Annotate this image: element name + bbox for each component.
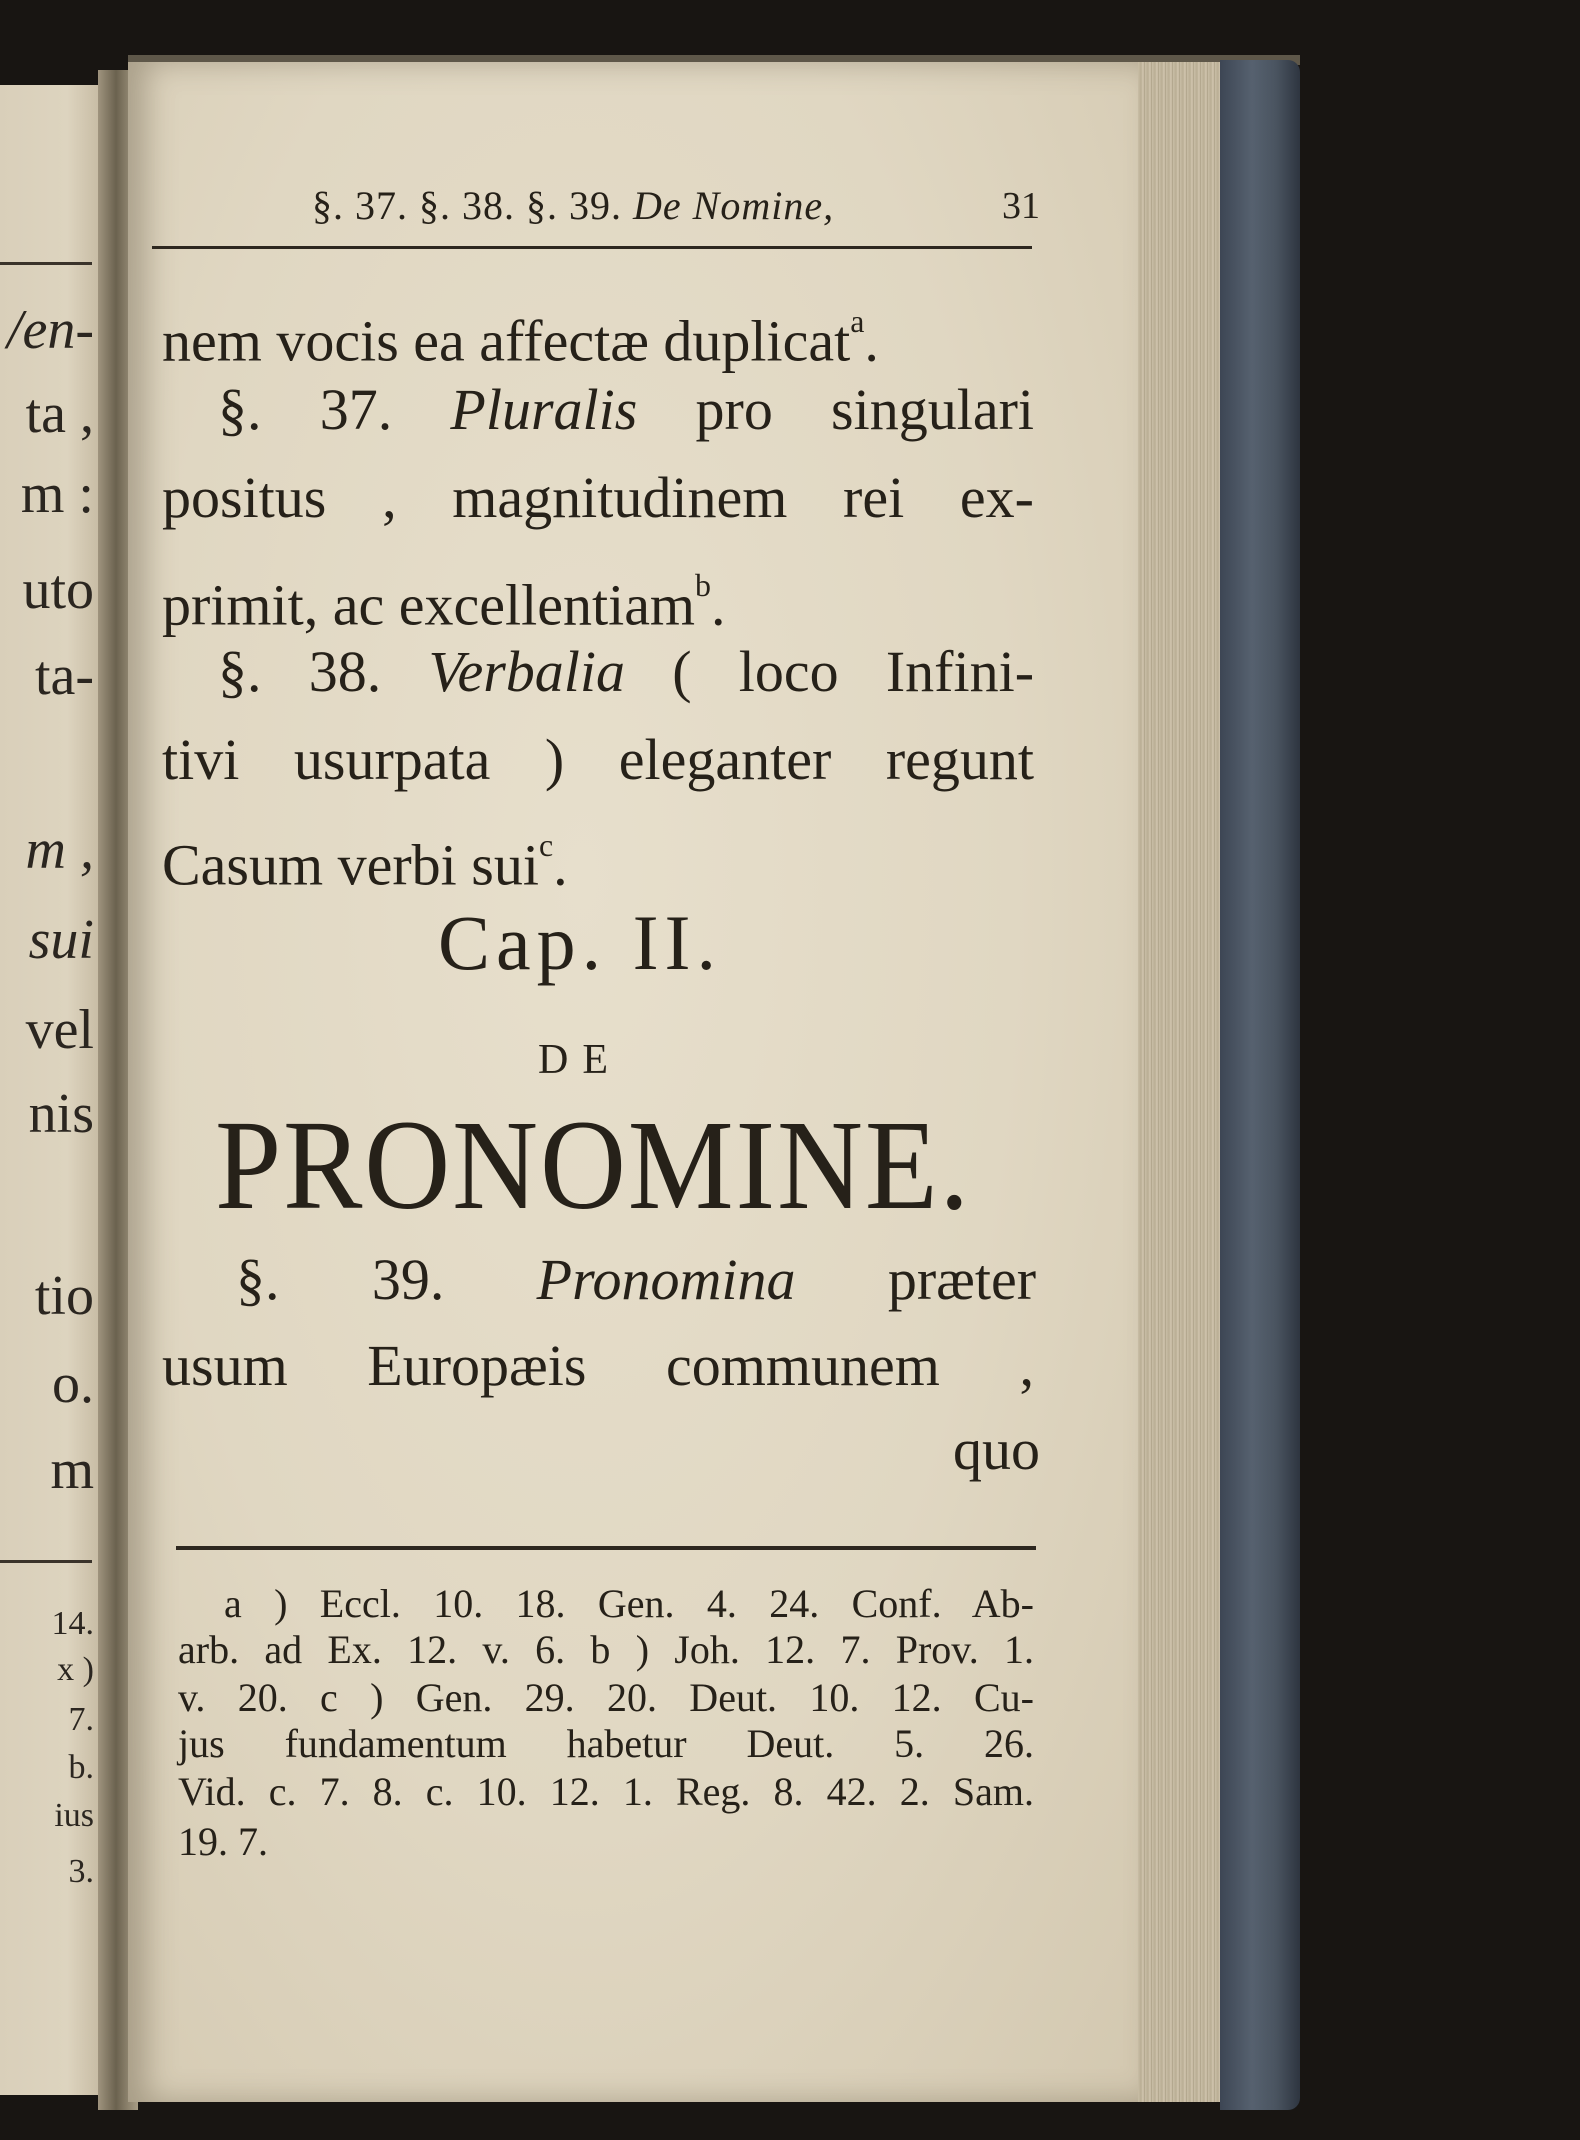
section-number: §. 38. [218,639,382,704]
chapter-de: DE [538,1037,622,1083]
footnote-line: a ) Eccl. 10. 18. Gen. 4. 24. Conf. Ab- [224,1581,1034,1626]
body-text: pro singulari [695,377,1035,442]
body-text: Casum verbi sui [162,832,539,898]
left-fragment: uto [22,560,94,620]
left-fragment: sui [28,910,94,970]
left-footnote-fragment: 3. [68,1853,94,1890]
footnote-ref: c [538,828,554,863]
left-fragment: ta , [25,384,94,444]
book-cover [1220,60,1300,2110]
left-fragment: m [50,1440,94,1500]
left-fragment: nis [28,1084,94,1144]
body-text: ( loco Infini- [672,639,1035,704]
section-number: §. 39. [236,1247,445,1312]
left-footnote-fragment: x ) [57,1651,94,1688]
catchword: quo [953,1417,1040,1482]
left-fragment: /en- [6,300,94,360]
chapter-title: PRONOMINE. [214,1094,972,1236]
footnote-rule [176,1546,1036,1550]
footnote-ref: a [850,304,865,339]
footnote-line: arb. ad Ex. 12. v. 6. b ) Joh. 12. 7. Prov. 1. [178,1627,1034,1672]
paragraph-37-line [162,554,1034,638]
body-text: . [711,572,726,638]
left-footnote-fragment: b. [68,1749,94,1786]
left-fragment: o. [52,1354,94,1414]
section-number: §. 37. [218,377,393,442]
paragraph-38-line [218,640,1034,704]
footnote-line: Vid. c. 7. 8. c. 10. 12. 1. Reg. 8. 42. 2. Sam. [178,1769,1034,1814]
running-head-title: De Nomine, [633,183,835,228]
section-term: Pluralis [450,377,638,442]
paragraph-37-line: positus , magnitudinem rei ex- [162,465,1034,530]
head-rule [152,246,1032,249]
left-footnote-fragment: 14. [51,1605,94,1642]
left-fragment: ta- [34,646,94,706]
running-head [312,182,834,229]
left-footnote-fragment: 7. [68,1701,94,1738]
paragraph-39-line: usum Europæis communem , [162,1333,1034,1398]
left-page-rule [0,1560,92,1563]
section-term: Verbalia [428,639,626,704]
paragraph-37-line [218,378,1034,442]
left-fragment: tio [34,1266,94,1326]
footnote-ref: b [695,568,711,603]
left-footnote-fragment: ius [54,1797,94,1834]
left-page-rule [0,262,92,265]
chapter-number: Cap. II. [437,899,723,986]
body-line [162,290,1034,374]
running-head-sections: §. 37. §. 38. §. 39. [312,183,622,228]
body-text: primit, ac excellentiam [162,572,696,638]
paragraph-39-line [236,1248,1036,1312]
body-text: . [864,308,879,374]
body-text: nem vocis ea affectæ duplicat [162,308,851,374]
paragraph-38-line [162,814,1034,898]
left-fragment: vel [25,1000,94,1060]
footnote-line: 19. 7. [178,1819,268,1864]
footnote-line: v. 20. c ) Gen. 29. 20. Deut. 10. 12. Cu- [178,1675,1034,1720]
section-term: Pronomina [536,1247,796,1312]
body-text: præter [887,1247,1037,1312]
page-number: 31 [1002,185,1040,227]
left-fragment: m : [20,464,94,524]
left-fragment: m , [25,820,94,880]
body-text: . [553,832,568,898]
paragraph-38-line: tivi usurpata ) eleganter regunt [162,727,1034,792]
footnote-line: jus fundamentum habetur Deut. 5. 26. [178,1721,1034,1766]
